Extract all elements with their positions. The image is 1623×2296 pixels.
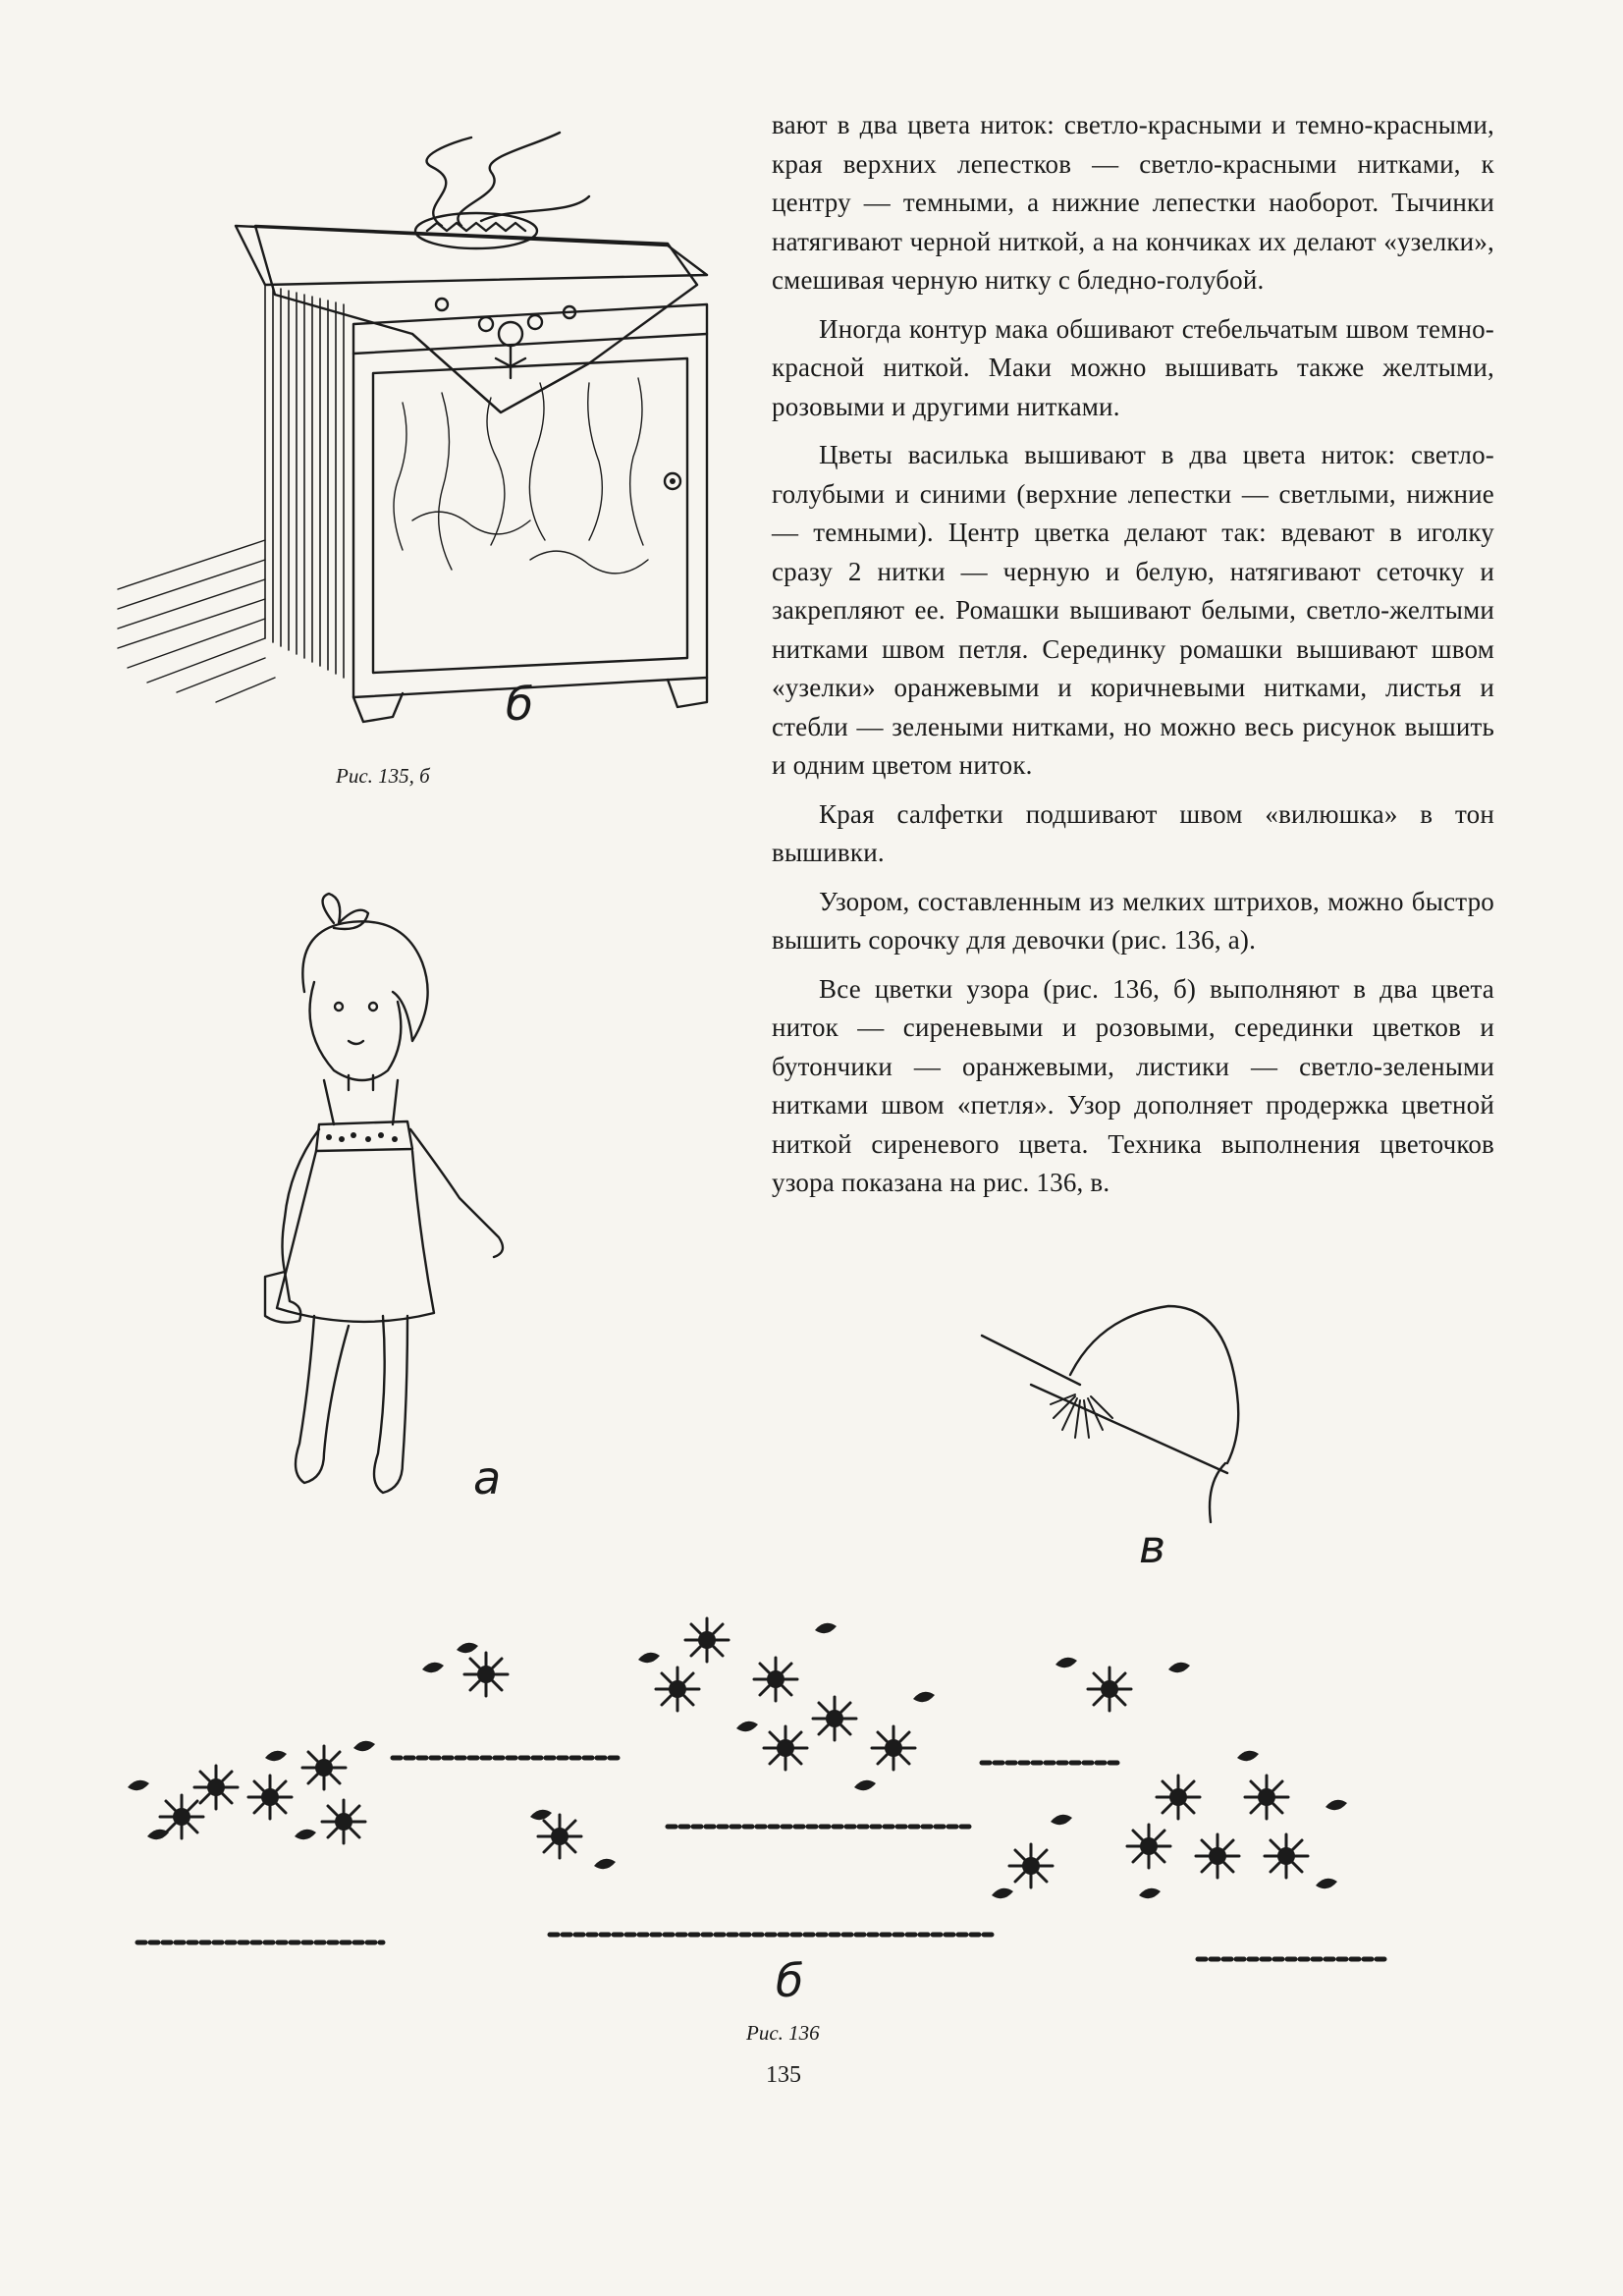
body-text [772, 106, 1494, 1213]
fig136c-letter: в [1139, 1520, 1166, 1573]
fig135-letter: б [506, 678, 534, 731]
floral-border-illustration [108, 1571, 1384, 1944]
fig135-caption: Рис. 135, б [336, 764, 430, 788]
fig136b-letter: б [776, 1954, 804, 2007]
stitch-technique-illustration [982, 1296, 1237, 1522]
paragraph: Все цветки узора (рис. 136, б) выполняют в два цвета ниток — сиреневыми и розовыми, серединки цветков и бутончики — оранжевыми, листики — светло-зелеными нитками швом «петля». Узор дополняет продержка цветной ниткой сиреневого цвета. Техника выполнения цветочков узора показана на рис. 136, в. [772, 973, 1494, 1197]
paragraph: Иногда контур мака обшивают стебельчатым швом темно-красной ниткой. Маки можно вышивать также желтыми, розовыми и другими нитками. [772, 313, 1494, 421]
fig136a-letter: а [473, 1451, 502, 1504]
paragraph: Узором, составленным из мелких штрихов, можно быстро вышить сорочку для девочки (рис. 136, а). [772, 886, 1494, 955]
paragraph: Цветы василька вышивают в два цвета ниток: светло-голубыми и синими (верхние лепестки — светлыми, нижние — темными). Центр цветка делают так: вдевают в иголку сразу 2 нитки — черную и белую, натягивают сеточку и закрепляют ее. Ромашки вышивают белыми, светло-желтыми нитками швом петля. Серединку ромашки вышивают швом «узелки» оранжевыми и коричневыми нитками, листья и стебли — зелеными нитками, но можно весь рисунок вышить и одним цветом ниток. [772, 440, 1494, 780]
cabinet-illustration [118, 128, 785, 737]
fig136-caption: Рис. 136 [746, 2021, 820, 2045]
girl-illustration [236, 894, 550, 1542]
page-number: 135 [766, 2062, 801, 2088]
paragraph: Края салфетки подшивают швом «вилюшка» в тон вышивки. [772, 798, 1494, 867]
paragraph: вают в два цвета ниток: светло-красными и темно-красными, края верхних лепестков — светло-красными нитками, к центру — темными, а нижние лепестки наоборот. Тычинки натягивают черной ниткой, а на кончиках их делают «узелки», смешивая черную нитку с бледно-голубой. [772, 110, 1494, 295]
